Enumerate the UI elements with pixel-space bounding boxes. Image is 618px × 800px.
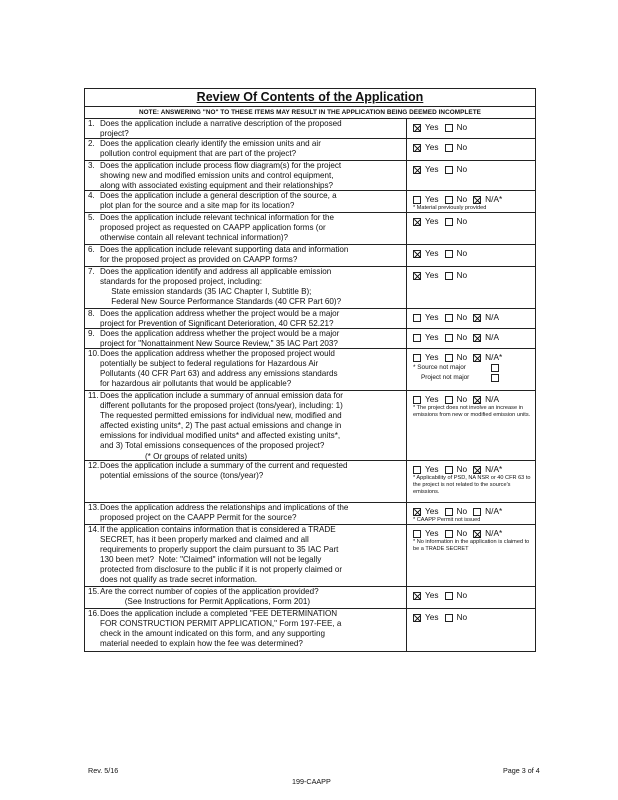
question-line: check in the amount indicated on this form, and any supporting	[100, 629, 325, 639]
question-lines	[100, 503, 404, 524]
answer-footnote: * CAAPP Permit not issued	[413, 517, 481, 523]
question-number: 1.	[88, 119, 95, 128]
question-line: Does the application include a summary of the current and requested	[100, 461, 348, 470]
answer-options	[413, 248, 535, 259]
no-option[interactable]	[445, 590, 468, 601]
question-lines	[100, 587, 404, 608]
no-label: No	[456, 332, 468, 342]
question-row	[85, 245, 535, 267]
yes-option[interactable]	[413, 216, 439, 227]
question-row	[85, 525, 535, 587]
question-line: Are the correct number of copies of the application provided?	[100, 587, 319, 596]
na-checkbox[interactable]	[473, 396, 481, 404]
yes-checkbox[interactable]	[413, 466, 421, 474]
review-table	[84, 88, 536, 652]
no-checkbox[interactable]	[445, 196, 453, 204]
question-line: Does the application address whether the project would be a major	[100, 309, 340, 318]
no-label: No	[456, 394, 468, 404]
question-lines	[100, 119, 404, 138]
sub-condition	[413, 373, 535, 383]
no-checkbox[interactable]	[445, 272, 453, 280]
no-option[interactable]	[445, 270, 468, 281]
answer-cell	[407, 525, 535, 586]
question-line: proposed project as requested on CAAPP application forms (or	[100, 223, 326, 233]
answer-options	[413, 506, 535, 517]
answer-options	[413, 194, 535, 205]
answer-options	[413, 164, 535, 175]
yes-option[interactable]	[413, 590, 439, 601]
sub-condition	[413, 363, 535, 373]
question-line: and 3) Total emissions consequences of the proposed project?	[100, 441, 325, 451]
yes-checkbox[interactable]	[413, 334, 421, 342]
question-row	[85, 587, 535, 609]
question-lines	[100, 161, 404, 190]
na-checkbox[interactable]	[473, 508, 481, 516]
question-text-cell	[85, 191, 407, 212]
question-line: Does the application clearly identify the emission units and air	[100, 139, 321, 148]
question-line: project for "Nonattainment New Source Review," 35 IAC Part 203?	[100, 339, 338, 349]
na-option[interactable]	[473, 312, 499, 323]
question-lines	[100, 461, 404, 502]
question-lines	[100, 245, 404, 266]
question-lines	[100, 139, 404, 160]
yes-checkbox[interactable]	[413, 166, 421, 174]
question-number: 6.	[88, 245, 95, 254]
yes-option[interactable]	[413, 332, 439, 343]
no-label: No	[456, 590, 468, 600]
yes-label: Yes	[425, 122, 439, 132]
page-number: Page 3 of 4	[503, 766, 540, 775]
answer-cell	[407, 503, 535, 524]
question-line: Pollutants (40 CFR Part 63) and address any emissions standards	[100, 369, 338, 379]
yes-option[interactable]	[413, 464, 439, 475]
question-lines	[100, 525, 404, 586]
yes-checkbox[interactable]	[413, 218, 421, 226]
table-title: Review Of Contents of the Application	[85, 89, 535, 107]
no-label: No	[456, 464, 468, 474]
yes-option[interactable]	[413, 270, 439, 281]
question-number: 2.	[88, 139, 95, 148]
yes-option[interactable]	[413, 394, 439, 405]
question-line: standards for the proposed project, including:	[100, 277, 262, 287]
no-label: No	[456, 164, 468, 174]
yes-label: Yes	[425, 270, 439, 280]
no-option[interactable]	[445, 464, 468, 475]
no-checkbox[interactable]	[445, 144, 453, 152]
yes-label: Yes	[425, 194, 439, 204]
answer-options	[413, 332, 535, 343]
question-line: for hazardous air pollutants that would be applicable?	[100, 379, 292, 389]
answer-cell	[407, 309, 535, 328]
question-line: Does the application include a narrative description of the proposed	[100, 119, 342, 128]
question-row	[85, 349, 535, 391]
question-text-cell	[85, 267, 407, 308]
question-line: affected existing units*, 2) The past actual emissions and change in	[100, 421, 342, 431]
na-checkbox[interactable]	[473, 334, 481, 342]
no-label: No	[456, 216, 468, 226]
yes-option[interactable]	[413, 122, 439, 133]
question-line: Does the application include a general description of the source, a	[100, 191, 337, 200]
question-line: FOR CONSTRUCTION PERMIT APPLICATION," Form 197-FEE, a	[100, 619, 342, 629]
no-label: No	[456, 528, 468, 538]
question-line: along with associated existing equipment and their relationships?	[100, 181, 334, 191]
answer-footnote: * No information in the application is claimed to be a TRADE SECRET	[413, 539, 530, 552]
na-checkbox[interactable]	[473, 314, 481, 322]
question-number: 7.	[88, 267, 95, 276]
no-option[interactable]	[445, 194, 468, 205]
question-row	[85, 461, 535, 503]
question-text-cell	[85, 309, 407, 328]
sub-condition-checkbox[interactable]	[491, 374, 499, 382]
answer-cell	[407, 329, 535, 348]
question-lines	[100, 329, 404, 348]
question-lines	[100, 267, 404, 308]
question-number: 15.	[88, 587, 100, 596]
na-checkbox[interactable]	[473, 354, 481, 362]
yes-checkbox[interactable]	[413, 592, 421, 600]
question-line: showing new and modified emission units and control equipment,	[100, 171, 334, 181]
no-label: No	[456, 142, 468, 152]
yes-option[interactable]	[413, 528, 439, 539]
answer-cell	[407, 609, 535, 651]
no-option[interactable]	[445, 312, 468, 323]
question-number: 16.	[88, 609, 100, 618]
no-checkbox[interactable]	[445, 508, 453, 516]
question-line: 130 been met? Note: "Claimed" information will not be legally	[100, 555, 322, 565]
na-label: N/A*	[485, 464, 503, 474]
yes-label: Yes	[425, 528, 439, 538]
question-line: proposed project on the CAAPP Permit for the source?	[100, 513, 297, 523]
answer-options	[413, 122, 535, 133]
question-line: project?	[100, 129, 129, 139]
no-label: No	[456, 506, 468, 516]
question-number: 14.	[88, 525, 100, 534]
question-line: otherwise contain all relevant technical information)?	[100, 233, 289, 243]
question-line: project for Prevention of Significant Deterioration, 40 CFR 52.21?	[100, 319, 334, 329]
no-label: No	[456, 122, 468, 132]
question-row	[85, 139, 535, 161]
no-label: No	[456, 270, 468, 280]
answer-cell	[407, 191, 535, 212]
answer-cell	[407, 461, 535, 502]
question-number: 4.	[88, 191, 95, 200]
no-option[interactable]	[445, 612, 468, 623]
sub-condition-label: Project not major	[421, 374, 470, 381]
question-line: emissions for individual modified units* and affected existing units*,	[100, 431, 341, 441]
question-line: protected from disclosure to the public if it is not properly claimed or	[100, 565, 343, 575]
na-label: N/A*	[485, 194, 503, 204]
yes-checkbox[interactable]	[413, 614, 421, 622]
no-option[interactable]	[445, 394, 468, 405]
answer-cell	[407, 161, 535, 190]
question-line: material needed to explain how the fee was determined?	[100, 639, 303, 649]
question-line: (See Instructions for Permit Applications, Form 201)	[100, 597, 311, 607]
no-checkbox[interactable]	[445, 314, 453, 322]
question-line: requirements to properly support the claim pursuant to 35 IAC Part	[100, 545, 339, 555]
question-text-cell	[85, 525, 407, 586]
na-label: N/A*	[485, 506, 503, 516]
yes-option[interactable]	[413, 248, 439, 259]
no-checkbox[interactable]	[445, 354, 453, 362]
question-number: 11.	[88, 391, 99, 400]
question-number: 12.	[88, 461, 100, 470]
question-row	[85, 191, 535, 213]
question-line: Does the application address the relationships and implications of the	[100, 503, 349, 512]
question-number: 3.	[88, 161, 95, 170]
revision-label: Rev. 5/16	[88, 766, 119, 775]
question-lines	[100, 609, 404, 651]
question-text-cell	[85, 391, 407, 460]
question-text-cell	[85, 245, 407, 266]
question-line: potential emissions of the source (tons/year)?	[100, 471, 264, 481]
question-number: 10.	[88, 349, 100, 358]
question-line: different pollutants for the proposed project (tons/year), including: 1)	[100, 401, 343, 411]
no-label: No	[456, 194, 468, 204]
yes-checkbox[interactable]	[413, 396, 421, 404]
question-number: 13.	[88, 503, 100, 512]
question-row	[85, 609, 535, 651]
question-text-cell	[85, 609, 407, 651]
no-checkbox[interactable]	[445, 250, 453, 258]
no-option[interactable]	[445, 352, 468, 363]
question-number: 9.	[88, 329, 95, 338]
yes-checkbox[interactable]	[413, 250, 421, 258]
question-line: does not qualify as trade secret information.	[100, 575, 258, 585]
na-option[interactable]	[473, 528, 502, 539]
yes-checkbox[interactable]	[413, 144, 421, 152]
yes-label: Yes	[425, 332, 439, 342]
yes-option[interactable]	[413, 612, 439, 623]
na-option[interactable]	[473, 464, 502, 475]
question-lines	[100, 191, 404, 212]
no-checkbox[interactable]	[445, 334, 453, 342]
no-checkbox[interactable]	[445, 166, 453, 174]
yes-checkbox[interactable]	[413, 354, 421, 362]
yes-option[interactable]	[413, 352, 439, 363]
yes-label: Yes	[425, 506, 439, 516]
question-line: Federal New Source Performance Standards (40 CFR Part 60)?	[100, 297, 342, 307]
question-row	[85, 267, 535, 309]
answer-options	[413, 270, 535, 281]
no-option[interactable]	[445, 142, 468, 153]
no-checkbox[interactable]	[445, 124, 453, 132]
yes-checkbox[interactable]	[413, 530, 421, 538]
question-text-cell	[85, 503, 407, 524]
no-label: No	[456, 612, 468, 622]
no-option[interactable]	[445, 332, 468, 343]
question-row	[85, 119, 535, 139]
answer-options	[413, 312, 535, 323]
answer-cell	[407, 119, 535, 138]
answer-cell	[407, 349, 535, 390]
na-checkbox[interactable]	[473, 530, 481, 538]
answer-options	[413, 394, 535, 405]
sub-condition-checkbox[interactable]	[491, 364, 499, 372]
answer-options	[413, 528, 535, 539]
question-number: 8.	[88, 309, 95, 318]
answer-options	[413, 464, 535, 475]
yes-label: Yes	[425, 142, 439, 152]
yes-label: Yes	[425, 612, 439, 622]
yes-checkbox[interactable]	[413, 196, 421, 204]
no-option[interactable]	[445, 122, 468, 133]
question-line: pollution control equipment that are part of the project?	[100, 149, 297, 159]
answer-options	[413, 216, 535, 227]
question-text-cell	[85, 213, 407, 244]
yes-checkbox[interactable]	[413, 508, 421, 516]
answer-cell	[407, 587, 535, 608]
yes-option[interactable]	[413, 164, 439, 175]
answer-options	[413, 352, 535, 363]
question-line: Does the application include a completed "FEE DETERMINATION	[100, 609, 338, 618]
question-row	[85, 213, 535, 245]
question-text-cell	[85, 161, 407, 190]
question-line: SECRET, has it been properly marked and claimed and all	[100, 535, 309, 545]
question-line: Does the application identify and address all applicable emission	[100, 267, 332, 276]
question-line: Does the application include process flow diagram(s) for the project	[100, 161, 342, 170]
yes-option[interactable]	[413, 194, 439, 205]
question-text-cell	[85, 139, 407, 160]
answer-options	[413, 612, 535, 623]
na-option[interactable]	[473, 194, 502, 205]
answer-footnote: * The project does not involve an increase in emissions from new or modified emission units.	[413, 405, 531, 418]
answer-options	[413, 142, 535, 153]
no-label: No	[456, 248, 468, 258]
question-line: for the proposed project as provided on CAAPP forms?	[100, 255, 298, 265]
answer-footnote: * Applicability of PSD, NA NSR or 40 CFR 63 to the project is not related to the source's emissions.	[413, 475, 531, 495]
question-row	[85, 329, 535, 349]
na-checkbox[interactable]	[473, 466, 481, 474]
question-text-cell	[85, 461, 407, 502]
answer-cell	[407, 267, 535, 308]
no-option[interactable]	[445, 248, 468, 259]
form-number: 199-CAAPP	[292, 777, 331, 786]
question-text-cell	[85, 349, 407, 390]
answer-cell	[407, 391, 535, 460]
question-line: The requested permitted emissions for individual new, modified and	[100, 411, 342, 421]
table-note: NOTE: ANSWERING "NO" TO THESE ITEMS MAY RESULT IN THE APPLICATION BEING DEEMED INCOMPLETE	[85, 107, 535, 119]
answer-options	[413, 590, 535, 601]
yes-label: Yes	[425, 352, 439, 362]
question-line: If the application contains information that is considered a TRADE	[100, 525, 336, 534]
question-row	[85, 391, 535, 461]
na-checkbox[interactable]	[473, 196, 481, 204]
no-label: No	[456, 312, 468, 322]
yes-label: Yes	[425, 312, 439, 322]
no-checkbox[interactable]	[445, 396, 453, 404]
yes-option[interactable]	[413, 142, 439, 153]
question-row	[85, 503, 535, 525]
no-checkbox[interactable]	[445, 466, 453, 474]
answer-cell	[407, 139, 535, 160]
question-line: Does the application address whether the project would be a major	[100, 329, 340, 338]
question-line: Does the application address whether the proposed project would	[100, 349, 335, 358]
question-lines	[100, 349, 404, 390]
na-label: N/A*	[485, 352, 503, 362]
no-checkbox[interactable]	[445, 530, 453, 538]
no-checkbox[interactable]	[445, 614, 453, 622]
na-label: N/A	[485, 312, 499, 322]
no-checkbox[interactable]	[445, 218, 453, 226]
question-number: 5.	[88, 213, 95, 222]
question-lines	[100, 391, 404, 460]
answer-footnote: * Material previously provided	[413, 205, 487, 211]
yes-option[interactable]	[413, 506, 439, 517]
yes-label: Yes	[425, 216, 439, 226]
question-text-cell	[85, 587, 407, 608]
na-label: N/A	[485, 332, 499, 342]
yes-label: Yes	[425, 464, 439, 474]
na-option[interactable]	[473, 332, 499, 343]
yes-checkbox[interactable]	[413, 272, 421, 280]
question-line: Does the application include relevant technical information for the	[100, 213, 334, 222]
yes-label: Yes	[425, 248, 439, 258]
yes-option[interactable]	[413, 312, 439, 323]
yes-label: Yes	[425, 590, 439, 600]
yes-checkbox[interactable]	[413, 314, 421, 322]
question-line: potentially be subject to federal regulations for Hazardous Air	[100, 359, 319, 369]
question-line: Does the application include relevant supporting data and information	[100, 245, 349, 254]
no-option[interactable]	[445, 216, 468, 227]
question-rows	[85, 119, 535, 651]
answer-cell	[407, 245, 535, 266]
question-row	[85, 161, 535, 191]
na-option[interactable]	[473, 506, 502, 517]
yes-checkbox[interactable]	[413, 124, 421, 132]
yes-label: Yes	[425, 394, 439, 404]
no-label: No	[456, 352, 468, 362]
no-option[interactable]	[445, 528, 468, 539]
no-option[interactable]	[445, 506, 468, 517]
question-text-cell	[85, 329, 407, 348]
na-option[interactable]	[473, 352, 502, 363]
sub-condition-label: * Source not major	[413, 364, 466, 371]
question-lines	[100, 213, 404, 244]
question-text-cell	[85, 119, 407, 138]
no-option[interactable]	[445, 164, 468, 175]
yes-label: Yes	[425, 164, 439, 174]
na-label: N/A*	[485, 528, 503, 538]
answer-cell	[407, 213, 535, 244]
question-line: State emission standards (35 IAC Chapter I, Subtitle B);	[100, 287, 312, 297]
question-line: (* Or groups of related units)	[100, 451, 248, 461]
na-option[interactable]	[473, 394, 499, 405]
question-row	[85, 309, 535, 329]
na-label: N/A	[485, 394, 499, 404]
question-line: plot plan for the source and a site map for its location?	[100, 201, 295, 211]
question-lines	[100, 309, 404, 328]
no-checkbox[interactable]	[445, 592, 453, 600]
question-line: Does the application include a summary of annual emission data for	[100, 391, 343, 400]
